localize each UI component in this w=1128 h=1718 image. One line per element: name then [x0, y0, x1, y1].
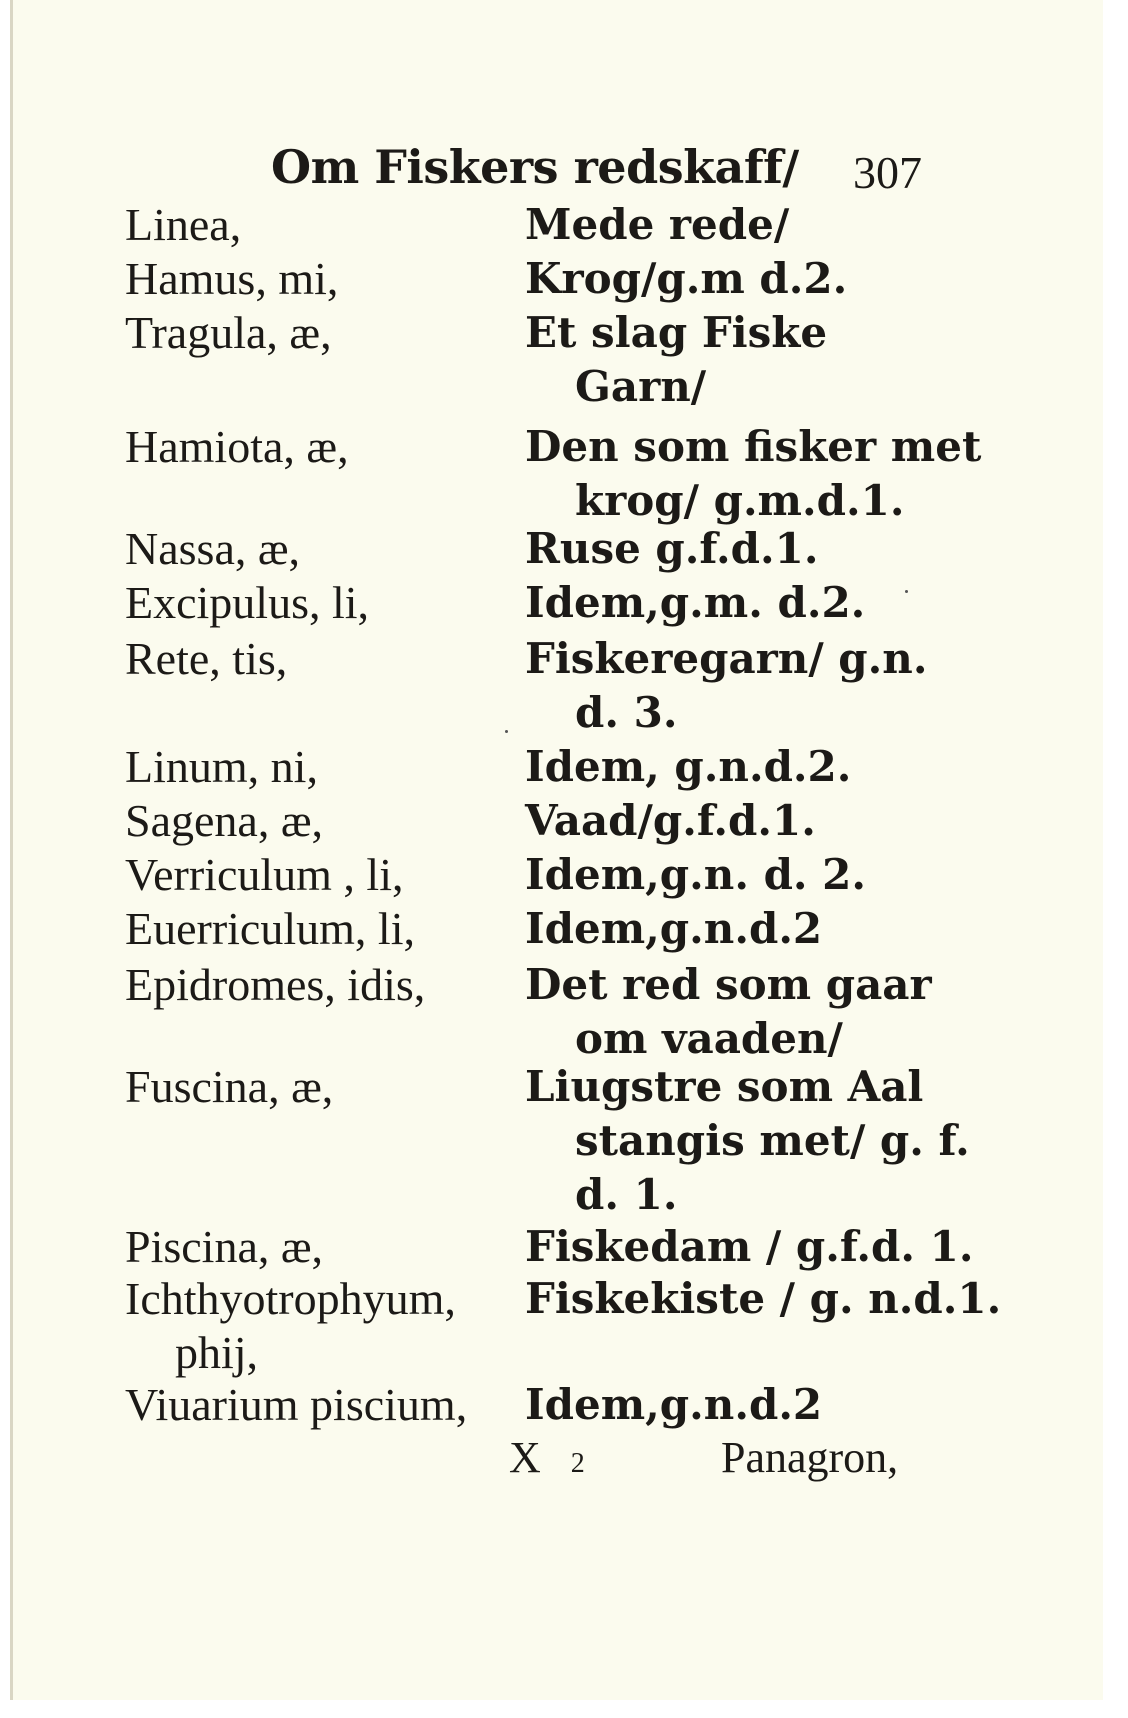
- swedish-gloss-continuation: stangis met/ g. f.: [575, 1116, 970, 1165]
- latin-term: Ichthyotrophyum,: [125, 1273, 456, 1324]
- swedish-gloss: Fiskekiste / g. n.d.1.: [525, 1274, 1002, 1323]
- latin-term: Excipulus, li,: [125, 577, 370, 628]
- latin-term: Rete, tis,: [125, 633, 288, 684]
- swedish-gloss-continuation: krog/ g.m.d.1.: [575, 476, 905, 525]
- latin-term: Sagena, æ,: [125, 795, 324, 846]
- latin-term: Viuarium piscium,: [125, 1379, 468, 1430]
- swedish-gloss: Krog/g.m d.2.: [525, 254, 848, 303]
- latin-term: Euerriculum, li,: [125, 903, 415, 954]
- swedish-gloss: Idem,g.m. d.2.: [525, 578, 866, 627]
- swedish-gloss: Vaad/g.f.d.1.: [525, 796, 816, 845]
- swedish-gloss: Idem,g.n. d. 2.: [525, 850, 867, 899]
- swedish-gloss: Idem,g.n.d.2: [525, 1380, 823, 1429]
- signature-number: 2: [570, 1448, 585, 1479]
- latin-term: Epidromes, idis,: [125, 959, 426, 1010]
- swedish-gloss: Ruse g.f.d.1.: [525, 524, 819, 573]
- ink-speck: [505, 730, 508, 733]
- swedish-gloss: Det red som gaar: [525, 960, 932, 1009]
- latin-term-continuation: phij,: [175, 1327, 259, 1378]
- catchword: Panagron,: [721, 1433, 899, 1482]
- latin-term: Nassa, æ,: [125, 523, 301, 574]
- swedish-gloss: Liugstre som Aal: [525, 1062, 924, 1111]
- signature-mark: [509, 1432, 585, 1483]
- swedish-gloss: Fiskeregarn/ g.n.: [525, 634, 928, 683]
- latin-term: Hamus, mi,: [125, 253, 339, 304]
- swedish-gloss-continuation: Garn/: [575, 362, 707, 411]
- ink-speck: [905, 590, 908, 593]
- swedish-gloss: Idem,g.n.d.2: [525, 904, 823, 953]
- swedish-gloss-continuation: om vaaden/: [575, 1014, 843, 1063]
- running-head: Om Fiskers redskaff/: [271, 140, 799, 194]
- latin-term: Fuscina, æ,: [125, 1061, 334, 1112]
- book-page: [10, 0, 1103, 1700]
- latin-term: Verriculum , li,: [125, 849, 404, 900]
- swedish-gloss-continuation: d. 1.: [575, 1170, 678, 1219]
- latin-term: Hamiota, æ,: [125, 421, 349, 472]
- latin-term: Piscina, æ,: [125, 1221, 324, 1272]
- signature-letter: X: [509, 1433, 541, 1482]
- swedish-gloss: Idem, g.n.d.2.: [525, 742, 852, 791]
- latin-term: Linum, ni,: [125, 741, 318, 792]
- latin-term: Linea,: [125, 199, 242, 250]
- swedish-gloss-continuation: d. 3.: [575, 688, 678, 737]
- page-number: 307: [853, 147, 922, 198]
- latin-term: Tragula, æ,: [125, 307, 332, 358]
- swedish-gloss: Den som fisker met: [525, 422, 982, 471]
- swedish-gloss: Mede rede/: [525, 200, 790, 249]
- swedish-gloss: Fiskedam / g.f.d. 1.: [525, 1222, 974, 1271]
- swedish-gloss: Et slag Fiske: [525, 308, 828, 357]
